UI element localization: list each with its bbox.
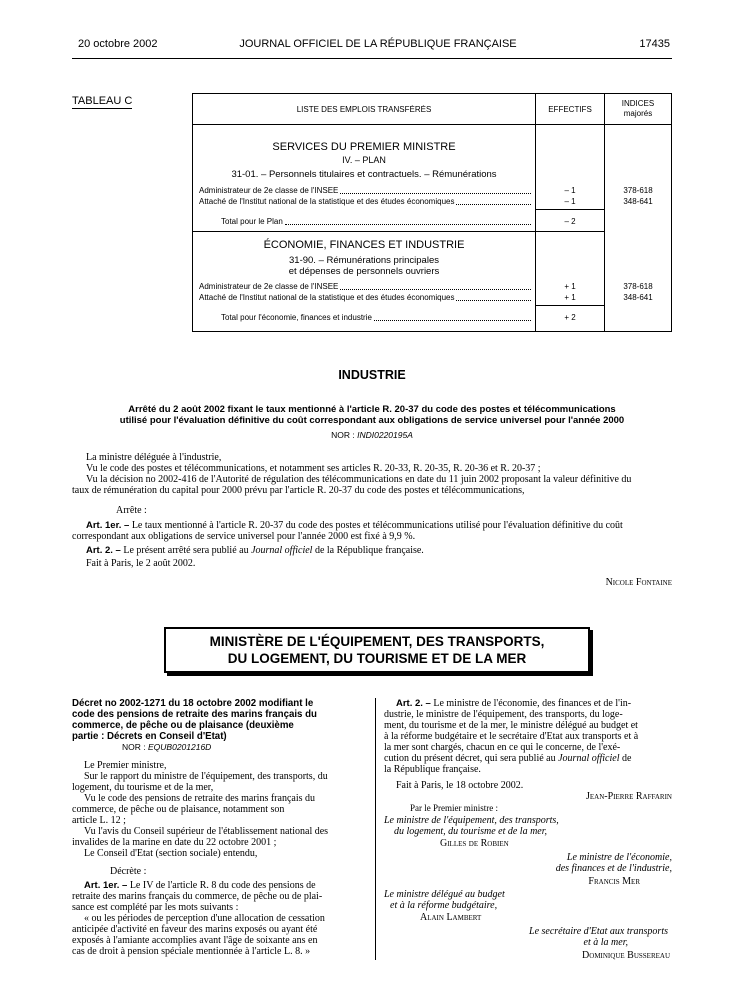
- tableau-c: [192, 93, 672, 332]
- total-row-plan: Total pour le Plan: [221, 217, 533, 227]
- header-date: 20 octobre 2002: [78, 38, 158, 50]
- arrete-vu-decision: Vu la décision no 2002-416 de l'Autorité de régulation des télécommunications en date du 11 juin 2002 proposant la valeur définitive du: [86, 474, 632, 485]
- row-effectif: – 1: [564, 186, 576, 195]
- col-header-indices: INDICES: [621, 99, 655, 108]
- tableau-label: TABLEAU C: [72, 95, 133, 107]
- decret-art2: Art. 2. – Le ministre de l'économie, des finances et de l'in- dustrie, le ministre de l'équipement, des transports, du loge- ment, du tourisme et de la mer, le ministre délégué au budget et à la réforme budgétaire et le secrétaire d'Etat aux transports et à la mer sont chargés, chacun en ce qui le concerne, de l'exé- cution du présent décret, qui sera publié au Journal officiel de la République française.: [384, 698, 639, 775]
- arrete-ministre: La ministre déléguée à l'industrie,: [86, 452, 222, 463]
- row-effectif: + 1: [564, 293, 576, 302]
- header-page-number: 17435: [639, 38, 670, 50]
- arrete-art2: Art. 2. – Le présent arrêté sera publié au Journal officiel de la République française.: [86, 545, 424, 556]
- col-header-effectifs: EFFECTIFS: [548, 105, 592, 114]
- decret-art1: Art. 1er. – Le IV de l'article R. 8 du code des pensions de retraite des marins français du commerce, de pêche ou de plai- sance est complété par les mots suivants : « ou les périodes de perception d'une allocation de cessation anticipée d'activité en faveur des marins exposés ou ayant été exposés à l'amiante accomplies avant l'âge de soixante ans en cas de droit à pension spéciale mentionnée à l'article L. 8. »: [72, 880, 325, 957]
- arrete-signature: Nicole Fontaine: [605, 577, 672, 588]
- table-row: Attaché de l'Institut national de la statistique et des études économiques: [199, 197, 533, 207]
- arrete-art1-cont: correspondant aux obligations de service universel pour l'année 2000 est fixé à 9,9 %.: [72, 531, 416, 542]
- par-premier-ministre: Par le Premier ministre :: [410, 803, 498, 813]
- signature-equipement: Gilles de Robien: [440, 838, 509, 849]
- header-rule: [72, 58, 672, 59]
- decret-preamble: Le Premier ministre, Sur le rapport du ministre de l'équipement, des transports, du logement, du tourisme et de la mer, Vu le code des pensions de retraite des marins français du commerce, de pêche ou de plaisance, notamment son article L. 12 ; Vu l'avis du Conseil supérieur de l'établissement national des invalides de la marine en date du 22 octobre 2001 ; Le Conseil d'Etat (section sociale) entendu,: [72, 760, 329, 859]
- table-row: Attaché de l'Institut national de la statistique et des études économiques: [199, 293, 533, 303]
- decret-fait: Fait à Paris, le 18 octobre 2002.: [396, 780, 524, 791]
- arrete-vu-decision-cont: taux de rémunération du capital pour 2000 prévu par l'article R. 20-37 du code des postes et télécommunications,: [72, 485, 525, 496]
- row-effectif: + 1: [564, 282, 576, 291]
- section-heading-industrie: INDUSTRIE: [338, 368, 406, 382]
- signature-premier-ministre: Jean-Pierre Raffarin: [586, 791, 672, 802]
- ministre-equipement: Le ministre de l'équipement, des transports, du logement, du tourisme et de la mer,: [384, 815, 559, 837]
- row-effectif: – 1: [564, 197, 576, 206]
- arrete-title: Arrêté du 2 août 2002 fixant le taux mentionné à l'article R. 20-37 du code des postes et télécommunications utilisé pour l'évaluation définitive du coût correspondant aux obligations de service universel pour l'année 2000: [119, 404, 625, 426]
- decret-title: Décret no 2002-1271 du 18 octobre 2002 modifiant le code des pensions de retraite des marins français du commerce, de pêche ou de plaisance (deuxième partie : Décrets en Conseil d'Etat): [72, 698, 317, 742]
- decret-decrete: Décrète :: [110, 866, 147, 877]
- ministre-economie: Le ministre de l'économie, des finances et de l'industrie,: [555, 852, 672, 874]
- row-indices: 348-641: [623, 197, 653, 206]
- total-value-economie: + 2: [564, 313, 576, 322]
- column-divider: [375, 698, 376, 960]
- section-title-economie: ÉCONOMIE, FINANCES ET INDUSTRIE: [263, 239, 465, 251]
- decret-nor: NOR : EQUB0201216D: [122, 742, 212, 752]
- table-row: Administrateur de 2e classe de l'INSEE: [199, 282, 533, 292]
- ministre-budget: Le ministre délégué au budget et à la réforme budgétaire,: [384, 889, 505, 911]
- row-indices: 348-641: [623, 293, 653, 302]
- arrete-vu-code: Vu le code des postes et télécommunications, et notamment ses articles R. 20-33, R. 20-35, R. 20-36 et R. 20-37 ;: [86, 463, 541, 474]
- col-header-majores: majorés: [623, 109, 653, 118]
- table-row: Administrateur de 2e classe de l'INSEE: [199, 186, 533, 196]
- signature-economie: Francis Mer: [588, 876, 640, 887]
- arrete-art1: Art. 1er. – Le taux mentionné à l'article R. 20-37 du code des postes et télécommunications utilisé pour l'évaluation définitive du coût: [86, 520, 623, 531]
- secretaire-etat: Le secrétaire d'Etat aux transports et à la mer,: [529, 926, 668, 948]
- row-indices: 378-618: [623, 282, 653, 291]
- section-chapter-31-01: 31-01. – Personnels titulaires et contractuels. – Rémunérations: [231, 169, 497, 180]
- signature-secretaire: Dominique Bussereau: [582, 950, 670, 961]
- total-row-economie: Total pour l'économie, finances et industrie: [221, 313, 533, 323]
- section-title-premier-ministre: SERVICES DU PREMIER MINISTRE: [272, 141, 456, 153]
- section-chapter-31-90: 31-90. – Rémunérations principales: [289, 255, 439, 266]
- header-journal-title: JOURNAL OFFICIEL DE LA RÉPUBLIQUE FRANÇAISE: [239, 38, 517, 50]
- ministere-banner: MINISTÈRE DE L'ÉQUIPEMENT, DES TRANSPORTS, DU LOGEMENT, DU TOURISME ET DE LA MER: [164, 627, 590, 673]
- arrete-nor: NOR : INDI0220195A: [331, 430, 413, 440]
- arrete-word: Arrête :: [116, 505, 147, 516]
- total-value-plan: – 2: [564, 217, 576, 226]
- section-sub-plan: IV. – PLAN: [342, 155, 386, 165]
- section-chapter-31-90-cont: et dépenses de personnels ouvriers: [288, 266, 440, 277]
- col-header-list: LISTE DES EMPLOIS TRANSFÉRÉS: [296, 105, 432, 114]
- row-indices: 378-618: [623, 186, 653, 195]
- arrete-fait: Fait à Paris, le 2 août 2002.: [86, 558, 196, 569]
- signature-budget: Alain Lambert: [420, 912, 482, 923]
